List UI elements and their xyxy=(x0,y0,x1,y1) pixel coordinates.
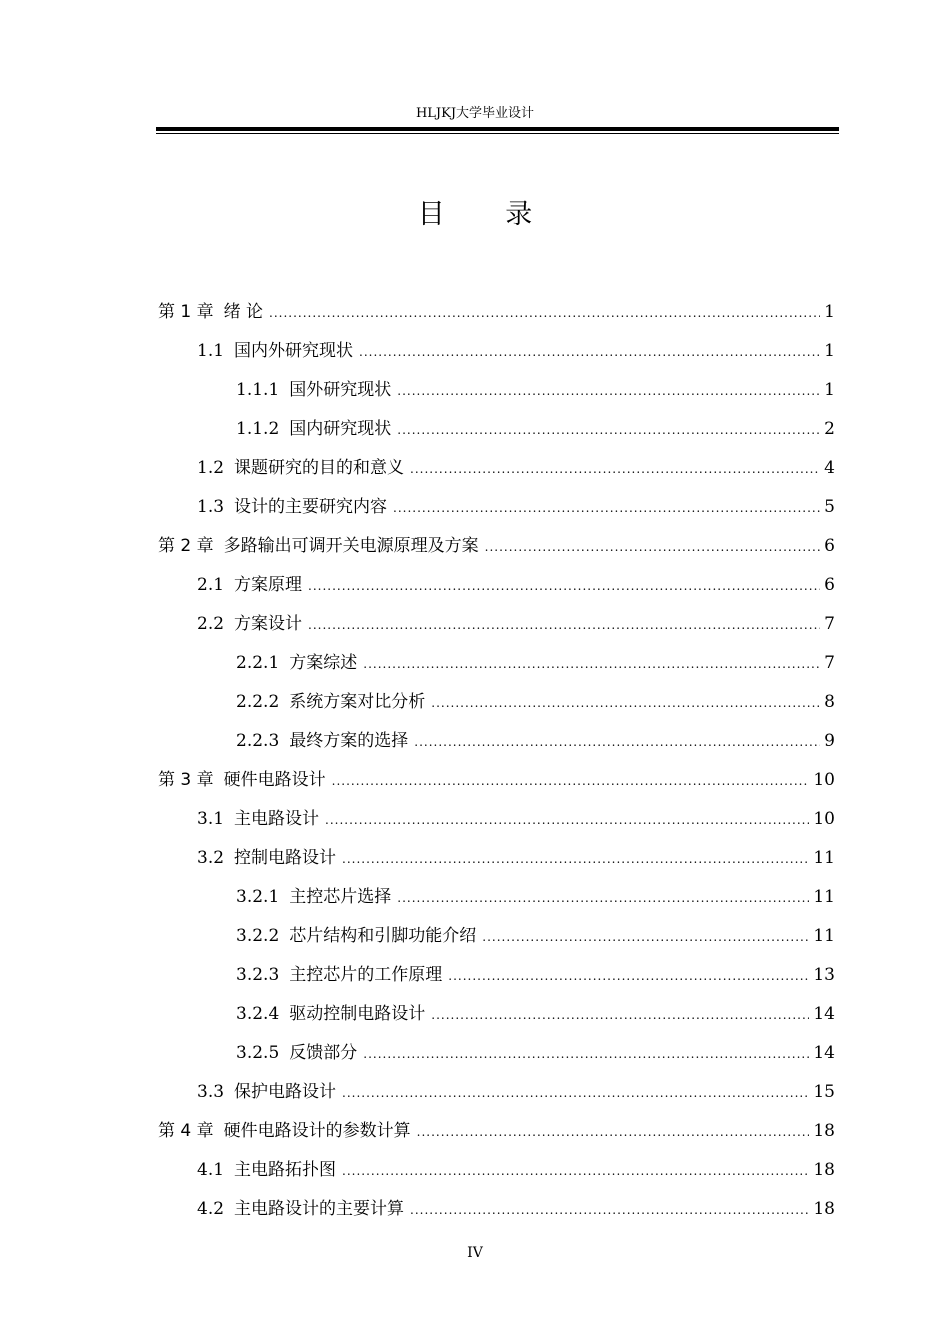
toc-entry-number: 第 3 章 xyxy=(158,770,214,790)
toc-entry-number: 1.1 xyxy=(197,341,225,361)
toc-entry-page: 1 xyxy=(824,302,835,322)
toc-entry-label: 主电路设计的主要计算 xyxy=(234,1199,405,1219)
toc-entry-label: 保护电路设计 xyxy=(234,1082,337,1102)
toc-entry-label: 驱动控制电路设计 xyxy=(289,1004,426,1024)
toc-entry[interactable] xyxy=(158,605,835,644)
toc-leader-dots xyxy=(363,1034,809,1073)
toc-entry-page: 15 xyxy=(813,1082,835,1102)
toc-leader-dots xyxy=(342,1151,809,1190)
toc-entry-number: 3.3 xyxy=(197,1082,225,1102)
toc-entry-label: 主控芯片选择 xyxy=(289,887,392,907)
toc-entry-label: 芯片结构和引脚功能介绍 xyxy=(289,926,477,946)
toc-entry-page: 7 xyxy=(824,614,835,634)
toc-entry-label: 课题研究的目的和意义 xyxy=(234,458,405,478)
toc-entry-page: 7 xyxy=(824,653,835,673)
toc-entry[interactable] xyxy=(158,644,835,683)
toc-entry-number: 2.2.1 xyxy=(236,653,280,673)
toc-entry-page: 1 xyxy=(824,380,835,400)
toc-entry-page: 18 xyxy=(813,1121,835,1141)
toc-leader-dots xyxy=(359,332,820,371)
toc-entry-page: 10 xyxy=(813,809,835,829)
toc-leader-dots xyxy=(342,839,809,878)
toc-entry-number: 3.2.3 xyxy=(236,965,280,985)
toc-entry[interactable] xyxy=(158,566,835,605)
toc-entry-label: 控制电路设计 xyxy=(234,848,337,868)
toc-entry-label: 国外研究现状 xyxy=(289,380,392,400)
toc-entry-label: 最终方案的选择 xyxy=(289,731,409,751)
toc-entry-label: 主电路拓扑图 xyxy=(234,1160,337,1180)
toc-entry[interactable] xyxy=(158,839,835,878)
toc-leader-dots xyxy=(397,371,820,410)
toc-entry-number: 1.1.2 xyxy=(236,419,280,439)
toc-entry-number: 1.2 xyxy=(197,458,225,478)
toc-entry-number: 第 4 章 xyxy=(158,1121,214,1141)
toc-entry[interactable] xyxy=(158,917,835,956)
toc-leader-dots xyxy=(448,956,809,995)
toc-entry[interactable] xyxy=(158,488,835,527)
toc-entry-label: 设计的主要研究内容 xyxy=(234,497,388,517)
toc-title: 目 录 xyxy=(417,199,559,230)
toc-entry[interactable] xyxy=(158,1073,835,1112)
toc-leader-dots xyxy=(308,605,820,644)
toc-entry[interactable] xyxy=(158,1034,835,1073)
toc-leader-dots xyxy=(414,722,820,761)
toc-entry-page: 18 xyxy=(813,1160,835,1180)
toc-leader-dots xyxy=(308,566,820,605)
toc-leader-dots xyxy=(332,761,810,800)
toc-leader-dots xyxy=(485,527,821,566)
toc-entry[interactable] xyxy=(158,761,835,800)
toc-entry[interactable] xyxy=(158,293,835,332)
toc-entry-page: 11 xyxy=(813,926,835,946)
toc-entry-page: 13 xyxy=(813,965,835,985)
toc-entry-number: 3.2.4 xyxy=(236,1004,280,1024)
toc-leader-dots xyxy=(269,293,820,332)
toc-entry-number: 4.2 xyxy=(197,1199,225,1219)
toc-leader-dots xyxy=(417,1112,810,1151)
toc-entry-page: 10 xyxy=(813,770,835,790)
header-rule-thick xyxy=(156,127,839,131)
toc-entry-number: 4.1 xyxy=(197,1160,225,1180)
toc-entry-label: 方案设计 xyxy=(234,614,303,634)
toc-entry-number: 2.2.3 xyxy=(236,731,280,751)
toc-entry-label: 系统方案对比分析 xyxy=(289,692,426,712)
toc-entry-page: 5 xyxy=(824,497,835,517)
toc-entry-label: 主控芯片的工作原理 xyxy=(289,965,443,985)
header-rule-thin xyxy=(156,133,839,134)
toc-entry-page: 14 xyxy=(813,1004,835,1024)
toc-entry-number: 1.1.1 xyxy=(236,380,280,400)
toc-leader-dots xyxy=(431,683,820,722)
toc-leader-dots xyxy=(410,1190,809,1229)
toc-entry-page: 8 xyxy=(824,692,835,712)
toc-entry-page: 18 xyxy=(813,1199,835,1219)
toc-entry-number: 2.2.2 xyxy=(236,692,280,712)
toc-entry[interactable] xyxy=(158,878,835,917)
toc-entry-label: 国内外研究现状 xyxy=(234,341,354,361)
toc-leader-dots xyxy=(397,878,809,917)
toc-leader-dots xyxy=(325,800,809,839)
toc-entry-number: 第 2 章 xyxy=(158,536,214,556)
toc-entry-number: 1.3 xyxy=(197,497,225,517)
toc-entry[interactable] xyxy=(158,1112,835,1151)
toc-entry-page: 2 xyxy=(824,419,835,439)
toc-entry-page: 9 xyxy=(824,731,835,751)
toc-entry[interactable] xyxy=(158,722,835,761)
toc-entry[interactable] xyxy=(158,449,835,488)
toc-entry-number: 2.2 xyxy=(197,614,225,634)
toc-entry-number: 3.2.5 xyxy=(236,1043,280,1063)
toc-entry[interactable] xyxy=(158,800,835,839)
toc-entry[interactable] xyxy=(158,527,835,566)
toc-leader-dots xyxy=(482,917,809,956)
toc-entry-label: 方案综述 xyxy=(289,653,358,673)
page-number: IV xyxy=(467,1245,483,1261)
table-of-contents xyxy=(158,293,835,1229)
toc-entry-label: 主电路设计 xyxy=(234,809,320,829)
toc-entry-number: 第 1 章 xyxy=(158,302,214,322)
toc-entry-number: 3.2.1 xyxy=(236,887,280,907)
toc-leader-dots xyxy=(397,410,820,449)
toc-entry-page: 6 xyxy=(824,575,835,595)
toc-entry-page: 1 xyxy=(824,341,835,361)
toc-entry[interactable] xyxy=(158,1151,835,1190)
toc-entry-label: 硬件电路设计 xyxy=(223,770,326,790)
toc-entry[interactable] xyxy=(158,410,835,449)
toc-entry-label: 绪 论 xyxy=(223,302,264,322)
toc-entry-number: 3.2.2 xyxy=(236,926,280,946)
toc-leader-dots xyxy=(431,995,809,1034)
toc-entry-label: 方案原理 xyxy=(234,575,303,595)
toc-entry-label: 反馈部分 xyxy=(289,1043,358,1063)
toc-entry[interactable] xyxy=(158,995,835,1034)
toc-entry-page: 11 xyxy=(813,848,835,868)
toc-entry[interactable] xyxy=(158,956,835,995)
toc-leader-dots xyxy=(363,644,820,683)
toc-entry-page: 4 xyxy=(824,458,835,478)
toc-entry-number: 2.1 xyxy=(197,575,225,595)
toc-entry-page: 6 xyxy=(824,536,835,556)
toc-entry-label: 多路输出可调开关电源原理及方案 xyxy=(223,536,479,556)
toc-entry-number: 3.1 xyxy=(197,809,225,829)
toc-leader-dots xyxy=(410,449,820,488)
toc-entry-number: 3.2 xyxy=(197,848,225,868)
toc-entry[interactable] xyxy=(158,332,835,371)
toc-entry[interactable] xyxy=(158,371,835,410)
toc-entry-page: 14 xyxy=(813,1043,835,1063)
toc-entry[interactable] xyxy=(158,1190,835,1229)
toc-leader-dots xyxy=(342,1073,809,1112)
toc-leader-dots xyxy=(393,488,820,527)
toc-entry[interactable] xyxy=(158,683,835,722)
toc-entry-label: 硬件电路设计的参数计算 xyxy=(223,1121,411,1141)
toc-entry-label: 国内研究现状 xyxy=(289,419,392,439)
page-header: HLJKJ大学毕业设计 xyxy=(415,106,535,121)
toc-entry-page: 11 xyxy=(813,887,835,907)
